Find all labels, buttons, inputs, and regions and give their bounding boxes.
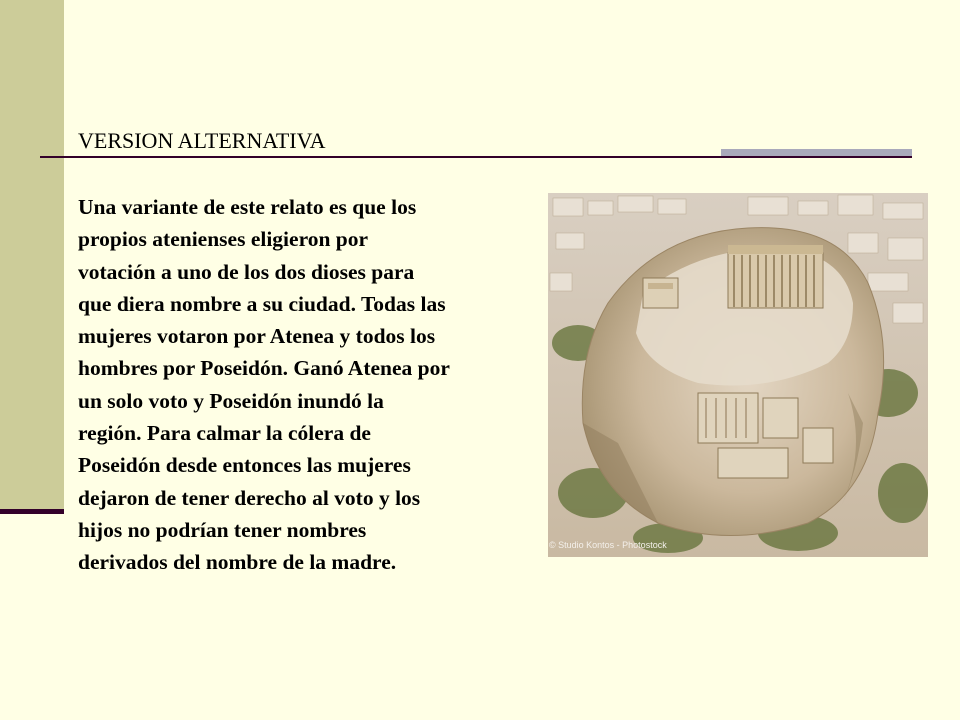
body-line: propios atenienses eligieron por xyxy=(78,227,369,252)
body-line: región. Para calmar la cólera de xyxy=(78,421,371,446)
body-line: Una variante de este relato es que los xyxy=(78,195,417,219)
title-rule-accent xyxy=(721,149,912,156)
body-line: votación a uno de los dos dioses para xyxy=(78,259,415,284)
left-decorative-bar xyxy=(0,0,64,510)
photo-credit: © Studio Kontos - Photostock xyxy=(549,540,667,550)
body-line: mujeres votaron por Atenea y todos los xyxy=(78,324,436,349)
title-underline xyxy=(40,156,912,158)
body-line: un solo voto y Poseidón inundó la xyxy=(78,388,384,413)
left-bar-accent-line xyxy=(0,509,64,514)
body-line: hombres por Poseidón. Ganó Atenea por xyxy=(78,356,450,381)
body-line: que diera nombre a su ciudad. Todas las xyxy=(78,291,446,316)
body-line: Poseidón desde entonces las mujeres xyxy=(78,453,411,478)
slide-title: VERSION ALTERNATIVA xyxy=(78,128,326,153)
slide-body-text xyxy=(78,191,548,579)
body-line: hijos no podrían tener nombres xyxy=(78,517,367,542)
body-line: dejaron de tener derecho al voto y los xyxy=(78,485,421,510)
acropolis-photo xyxy=(548,193,928,557)
body-line: derivados del nombre de la madre. xyxy=(78,550,397,575)
